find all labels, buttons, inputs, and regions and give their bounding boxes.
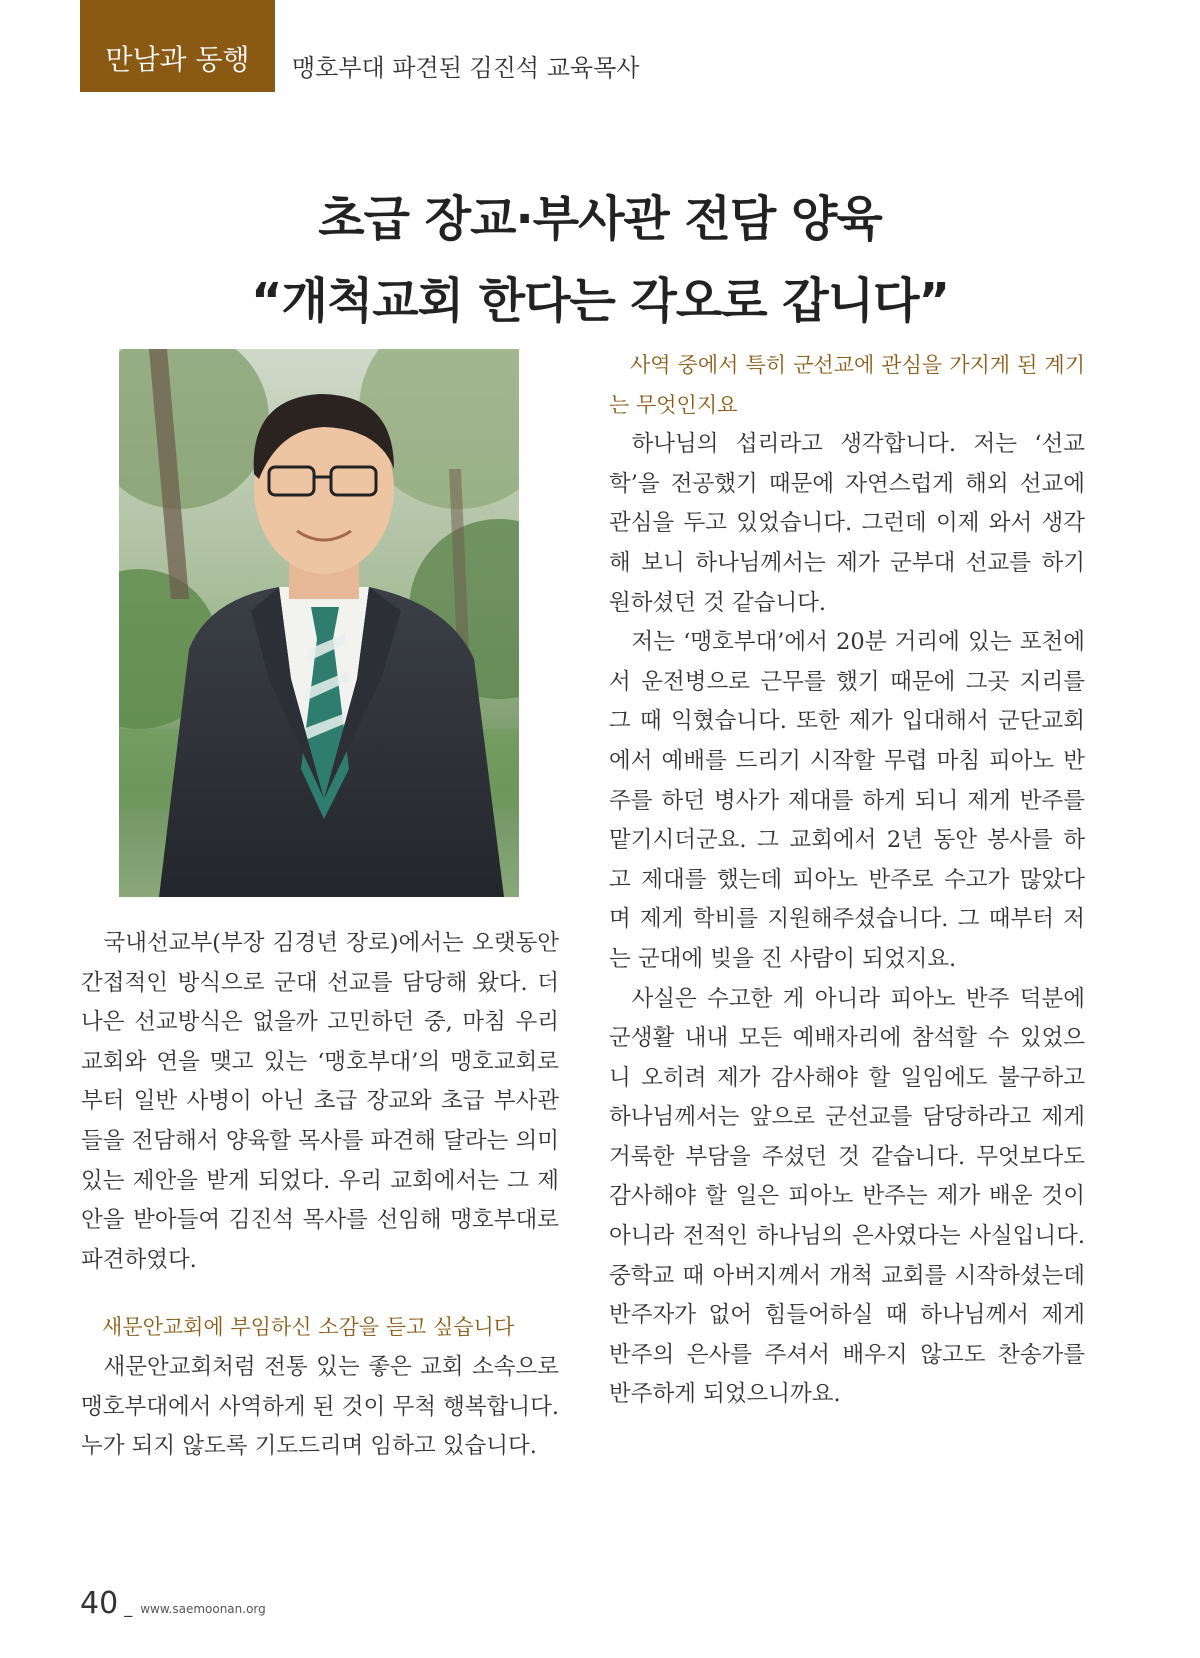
- right-column: [609, 346, 1085, 1415]
- section-subtitle: 맹호부대 파견된 김진석 교육목사: [292, 54, 640, 82]
- headline-line-2: “개척교회 한다는 각오로 갑니다”: [250, 273, 949, 329]
- page-footer: [80, 1586, 266, 1621]
- headline-line-1: 초급 장교·부사관 전담 양육: [318, 191, 882, 247]
- article-headline: [0, 178, 1200, 342]
- website-url: www.saemoonan.org: [140, 1602, 266, 1616]
- answer-paragraph: 사실은 수고한 게 아니라 피아노 반주 덕분에 군생활 내내 모든 예배자리에 참석할 수 있었으니 오히려 제가 감사해야 할 일임에도 불구하고 하나님께서는 앞으로 군선교를 담당하라고 제게 거룩한 부담을 주셨던 것 같습니다. 무엇보다도 감사해야 할 일은 피아노 반주는 제가 배운 것이 아니라 전적인 하나님의 은사였다는 사실입니다. 중학교 때 아버지께서 개척 교회를 시작하셨는데 반주자가 없어 힘들어하실 때 하나님께서 제게 반주의 은사를 주셔서 배우지 않고도 찬송가를 반주하게 되었으니까요.: [609, 985, 1085, 1408]
- footer-separator: _: [124, 1598, 133, 1617]
- answer-paragraph: 저는 ‘맹호부대’에서 20분 거리에 있는 포천에서 운전병으로 근무를 했기 때문에 그곳 지리를 그 때 익혔습니다. 또한 제가 입대해서 군단교회에서 예배를 드리기 시작할 무렵 마침 피아노 반주를 하던 병사가 제대를 하게 되니 제게 반주를 맡기시더군요. 그 교회에서 2년 동안 봉사를 하고 제대를 했는데 피아노 반주로 수고가 많았다며 제게 학비를 지원해주셨습니다. 그 때부터 저는 군대에 빚을 진 사람이 되었지요.: [609, 629, 1085, 972]
- portrait-photo: [119, 349, 519, 897]
- section-tag: 만남과 동행: [80, 0, 275, 92]
- answer-paragraph: 하나님의 섭리라고 생각합니다. 저는 ‘선교학’을 전공했기 때문에 자연스럽게 해외 선교에 관심을 두고 있었습니다. 그런데 이제 와서 생각해 보니 하나님께서는 제가 군부대 선교를 하기 원하셨던 것 같습니다.: [609, 431, 1085, 616]
- page-number: 40: [80, 1586, 119, 1621]
- answer-paragraph: 새문안교회처럼 전통 있는 좋은 교회 소속으로 맹호부대에서 사역하게 된 것이 무척 행복합니다. 누가 되지 않도록 기도드리며 임하고 있습니다.: [81, 1353, 559, 1460]
- question-heading: 사역 중에서 특히 군선교에 관심을 가지게 된 계기는 무엇인지요: [609, 353, 1085, 417]
- intro-paragraph: 국내선교부(부장 김경년 장로)에서는 오랫동안 간접적인 방식으로 군대 선교를 담당해 왔다. 더 나은 선교방식은 없을까 고민하던 중, 마침 우리 교회와 연을 맺고 있는 ‘맹호부대’의 맹호교회로부터 일반 사병이 아닌 초급 장교와 초급 부사관들을 전담해서 양육할 목사를 파견해 달라는 의미 있는 제안을 받게 되었다. 우리 교회에서는 그 제안을 받아들여 김진석 목사를 선임해 맹호부대로 파견하였다.: [81, 930, 559, 1273]
- left-column: [81, 924, 559, 1467]
- question-heading: 새문안교회에 부임하신 소감을 듣고 싶습니다: [102, 1315, 515, 1340]
